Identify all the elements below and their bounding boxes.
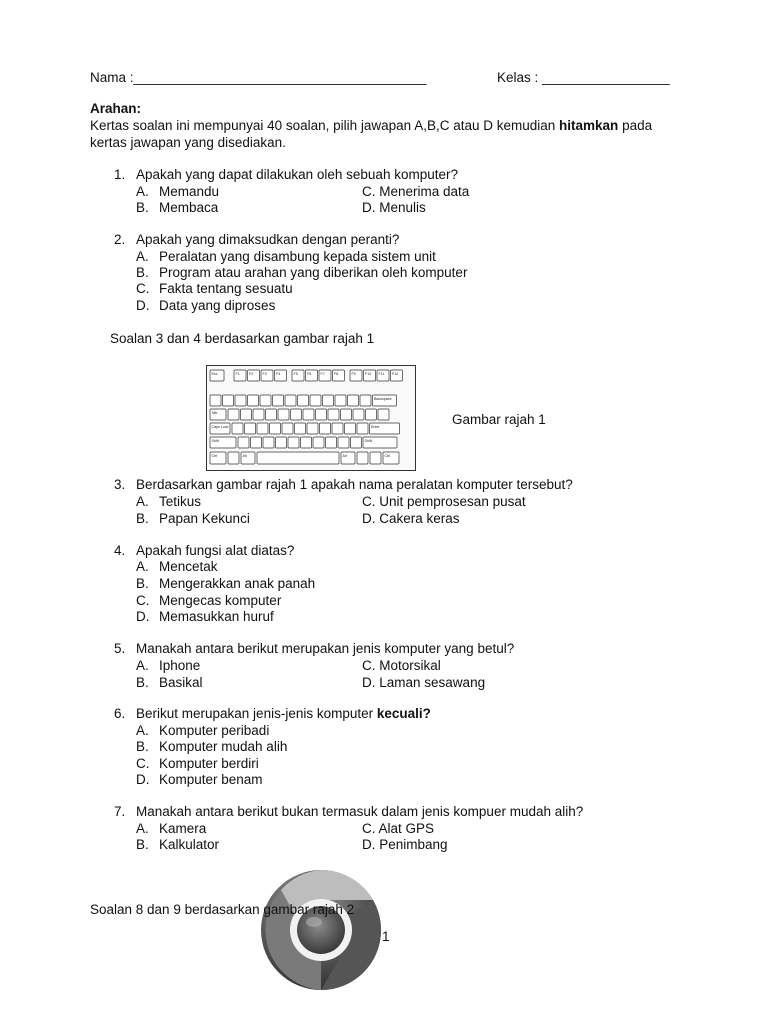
question-stem xyxy=(136,706,431,721)
key-letter xyxy=(307,423,318,434)
key-caps-lock-label: Caps Lock xyxy=(211,425,229,429)
key-letter xyxy=(332,423,343,434)
key-letter xyxy=(276,437,287,448)
option-letter: D. xyxy=(362,675,376,690)
option-letter: A. xyxy=(136,494,149,509)
key-letter xyxy=(303,409,314,420)
option-letter: A. xyxy=(136,821,149,836)
question-number: 5. xyxy=(114,641,126,656)
key-letter xyxy=(245,423,256,434)
question-stem: Berdasarkan gambar rajah 1 apakah nama peralatan komputer tersebut? xyxy=(136,477,573,492)
option-text: Laman sesawang xyxy=(379,675,486,690)
option-d xyxy=(136,609,274,624)
option-letter: A. xyxy=(136,249,149,264)
key-shift-left-label: Shift xyxy=(211,439,219,443)
key-number-row xyxy=(335,395,346,406)
key-letter xyxy=(251,437,262,448)
question-stem: Manakah antara berikut bukan termasuk dalam jenis kompuer mudah alih? xyxy=(136,804,584,819)
option-b xyxy=(136,675,203,690)
option-c xyxy=(362,658,441,673)
option-d xyxy=(136,772,263,787)
key-f4-label: F4 xyxy=(276,372,281,376)
option-text: Komputer peribadi xyxy=(159,723,270,738)
option-text: Program atau arahan yang diberikan oleh komputer xyxy=(159,265,468,280)
option-letter: B. xyxy=(136,576,149,591)
option-b xyxy=(136,837,219,852)
key-letter xyxy=(228,409,239,420)
key-alt-left-label: Alt xyxy=(242,454,247,458)
browser-logo-image xyxy=(259,868,383,992)
option-b xyxy=(136,576,315,591)
option-d xyxy=(362,200,426,215)
figure-1-reference: Soalan 3 dan 4 berdasarkan gambar rajah 1 xyxy=(110,331,375,346)
key-shift-right-label: Shift xyxy=(364,439,372,443)
key-letter xyxy=(301,437,312,448)
option-c xyxy=(136,281,293,296)
key-letter xyxy=(313,437,324,448)
key-letter xyxy=(257,423,268,434)
key-letter xyxy=(263,437,274,448)
option-letter: D. xyxy=(362,200,376,215)
key-number-row xyxy=(235,395,246,406)
option-letter: C. xyxy=(362,821,376,836)
question-stem: Apakah fungsi alat diatas? xyxy=(136,543,295,558)
option-c xyxy=(362,184,469,199)
option-b xyxy=(136,739,287,754)
key-letter xyxy=(328,409,339,420)
key-letter xyxy=(320,423,331,434)
option-text: Menulis xyxy=(379,200,426,215)
option-letter: A. xyxy=(136,658,149,673)
key-f8-label: F8 xyxy=(334,372,339,376)
key-ctrl-left-label: Ctrl xyxy=(211,454,218,458)
option-text: Tetikus xyxy=(159,494,202,509)
instructions-text: pada xyxy=(618,118,653,133)
option-letter: C. xyxy=(136,593,150,608)
key-space xyxy=(257,452,339,464)
option-c xyxy=(136,756,259,771)
key-tab-label: Tab xyxy=(211,411,218,415)
key-number-row xyxy=(260,395,271,406)
question-stem: Manakah antara berikut merupakan jenis komputer yang betul? xyxy=(136,641,515,656)
option-text: Fakta tentang sesuatu xyxy=(159,281,293,296)
figure-1-caption: Gambar rajah 1 xyxy=(452,412,546,427)
option-text: Data yang diproses xyxy=(159,298,276,313)
key-letter xyxy=(357,423,368,434)
option-text: Cakera keras xyxy=(379,511,460,526)
option-text: Kalkulator xyxy=(159,837,220,852)
key-letter xyxy=(338,437,349,448)
figure-2-reference: Soalan 8 dan 9 berdasarkan gambar rajah 2 xyxy=(90,902,355,917)
option-text: Motorsikal xyxy=(379,658,441,673)
key-ctrl-right-label: Ctrl xyxy=(384,454,391,458)
key-letter xyxy=(341,409,352,420)
page-number: 1 xyxy=(382,929,390,944)
option-letter: D. xyxy=(136,298,150,313)
key-backspace-label: Backspace xyxy=(374,397,392,401)
name-field-label: Nama :_______________________________________ xyxy=(90,70,427,85)
option-d xyxy=(136,298,275,313)
question-number: 6. xyxy=(114,706,126,721)
option-letter: D. xyxy=(362,837,376,852)
key-win xyxy=(228,452,239,464)
question-stem-text: Berikut merupakan jenis-jenis komputer xyxy=(136,706,377,721)
question-stem: Apakah yang dapat dilakukan oleh sebuah komputer? xyxy=(136,167,458,182)
question-number: 1. xyxy=(114,167,126,182)
option-text: Basikal xyxy=(159,675,203,690)
option-text: Memandu xyxy=(159,184,220,199)
question-number: 4. xyxy=(114,543,126,558)
question-stem-emphasis: kecuali? xyxy=(376,706,431,721)
option-text: Kamera xyxy=(159,821,207,836)
option-letter: B. xyxy=(136,511,149,526)
option-letter: B. xyxy=(136,837,149,852)
option-b xyxy=(136,511,250,526)
key-letter xyxy=(270,423,281,434)
instructions-title: Arahan: xyxy=(90,101,142,116)
option-letter: B. xyxy=(136,265,149,280)
key-letter xyxy=(238,437,249,448)
key-enter-label: Enter xyxy=(371,425,380,429)
option-d xyxy=(362,675,485,690)
option-text: Komputer berdiri xyxy=(159,756,259,771)
option-text: Membaca xyxy=(159,200,219,215)
option-letter: D. xyxy=(362,511,376,526)
question-number: 2. xyxy=(114,232,126,247)
key-letter xyxy=(253,409,264,420)
option-b xyxy=(136,200,218,215)
key-letter xyxy=(282,423,293,434)
option-letter: A. xyxy=(136,184,149,199)
key-alt-right-label: Alt xyxy=(342,454,347,458)
key-letter xyxy=(353,409,364,420)
key-f6-label: F6 xyxy=(307,372,312,376)
key-number-row xyxy=(248,395,259,406)
key-number-row xyxy=(348,395,359,406)
option-c xyxy=(362,821,434,836)
key-f2-label: F2 xyxy=(249,372,254,376)
key-letter xyxy=(295,423,306,434)
key-f7-label: F7 xyxy=(320,372,325,376)
key-letter xyxy=(232,423,243,434)
option-letter: C. xyxy=(362,494,376,509)
key-letter xyxy=(378,409,389,420)
option-text: Menerima data xyxy=(379,184,470,199)
option-letter: B. xyxy=(136,675,149,690)
option-letter: C. xyxy=(136,756,150,771)
option-a xyxy=(136,658,200,673)
key-number-row xyxy=(298,395,309,406)
key-letter xyxy=(316,409,327,420)
option-d xyxy=(362,837,448,852)
key-f5-label: F5 xyxy=(293,372,298,376)
question-number: 7. xyxy=(114,804,126,819)
option-a xyxy=(136,494,201,509)
key-number-row xyxy=(210,395,221,406)
key-win-right xyxy=(357,452,368,464)
key-esc-label: Esc xyxy=(211,372,218,376)
option-text: Memasukkan huruf xyxy=(159,609,274,624)
key-letter xyxy=(351,437,362,448)
option-text: Iphone xyxy=(159,658,201,673)
option-text: Mengecas komputer xyxy=(159,593,282,608)
option-text: Komputer mudah alih xyxy=(159,739,288,754)
option-c xyxy=(362,494,526,509)
instructions-text: Kertas soalan ini mempunyai 40 soalan, pilih jawapan A,B,C atau D kemudian xyxy=(90,118,560,133)
option-text: Komputer benam xyxy=(159,772,263,787)
option-text: Mencetak xyxy=(159,559,218,574)
option-letter: A. xyxy=(136,723,149,738)
key-f9-label: F9 xyxy=(351,372,356,376)
key-menu xyxy=(370,452,381,464)
option-letter: B. xyxy=(136,200,149,215)
option-letter: D. xyxy=(136,609,150,624)
option-text: Mengerakkan anak panah xyxy=(159,576,316,591)
key-number-row xyxy=(273,395,284,406)
instructions-emphasis: hitamkan xyxy=(559,118,619,133)
option-text: Unit pemprosesan pusat xyxy=(379,494,526,509)
key-letter xyxy=(278,409,289,420)
option-a xyxy=(136,821,206,836)
option-letter: D. xyxy=(136,772,150,787)
key-letter xyxy=(288,437,299,448)
option-letter: A. xyxy=(136,559,149,574)
key-letter xyxy=(291,409,302,420)
key-letter xyxy=(345,423,356,434)
option-text: Papan Kekunci xyxy=(159,511,250,526)
key-number-row xyxy=(360,395,371,406)
key-number-row xyxy=(310,395,321,406)
option-letter: C. xyxy=(362,658,376,673)
option-b xyxy=(136,265,467,280)
option-text: Penimbang xyxy=(379,837,448,852)
option-c xyxy=(136,593,281,608)
key-number-row xyxy=(285,395,296,406)
option-a xyxy=(136,184,219,199)
key-letter xyxy=(241,409,252,420)
key-f1-label: F1 xyxy=(235,372,240,376)
option-a xyxy=(136,559,218,574)
option-text: Peralatan yang disambung kepada sistem unit xyxy=(159,249,436,264)
key-f10-label: F10 xyxy=(365,372,372,376)
instructions-line-2: kertas jawapan yang disediakan. xyxy=(90,135,286,150)
key-letter xyxy=(366,409,377,420)
question-stem: Apakah yang dimaksudkan dengan peranti? xyxy=(136,232,400,247)
key-f3-label: F3 xyxy=(262,372,267,376)
class-field-label: Kelas : _________________ xyxy=(497,70,670,85)
keyboard-image xyxy=(206,365,416,471)
option-letter: B. xyxy=(136,739,149,754)
option-a xyxy=(136,249,436,264)
instructions-line-1 xyxy=(90,118,652,133)
option-a xyxy=(136,723,269,738)
option-text: Alat GPS xyxy=(378,821,435,836)
question-number: 3. xyxy=(114,477,126,492)
option-letter: C. xyxy=(362,184,376,199)
key-f11-label: F11 xyxy=(378,372,385,376)
key-f12-label: F12 xyxy=(392,372,399,376)
key-letter xyxy=(266,409,277,420)
key-number-row xyxy=(323,395,334,406)
key-number-row xyxy=(223,395,234,406)
option-d xyxy=(362,511,460,526)
option-letter: C. xyxy=(136,281,150,296)
key-letter xyxy=(326,437,337,448)
